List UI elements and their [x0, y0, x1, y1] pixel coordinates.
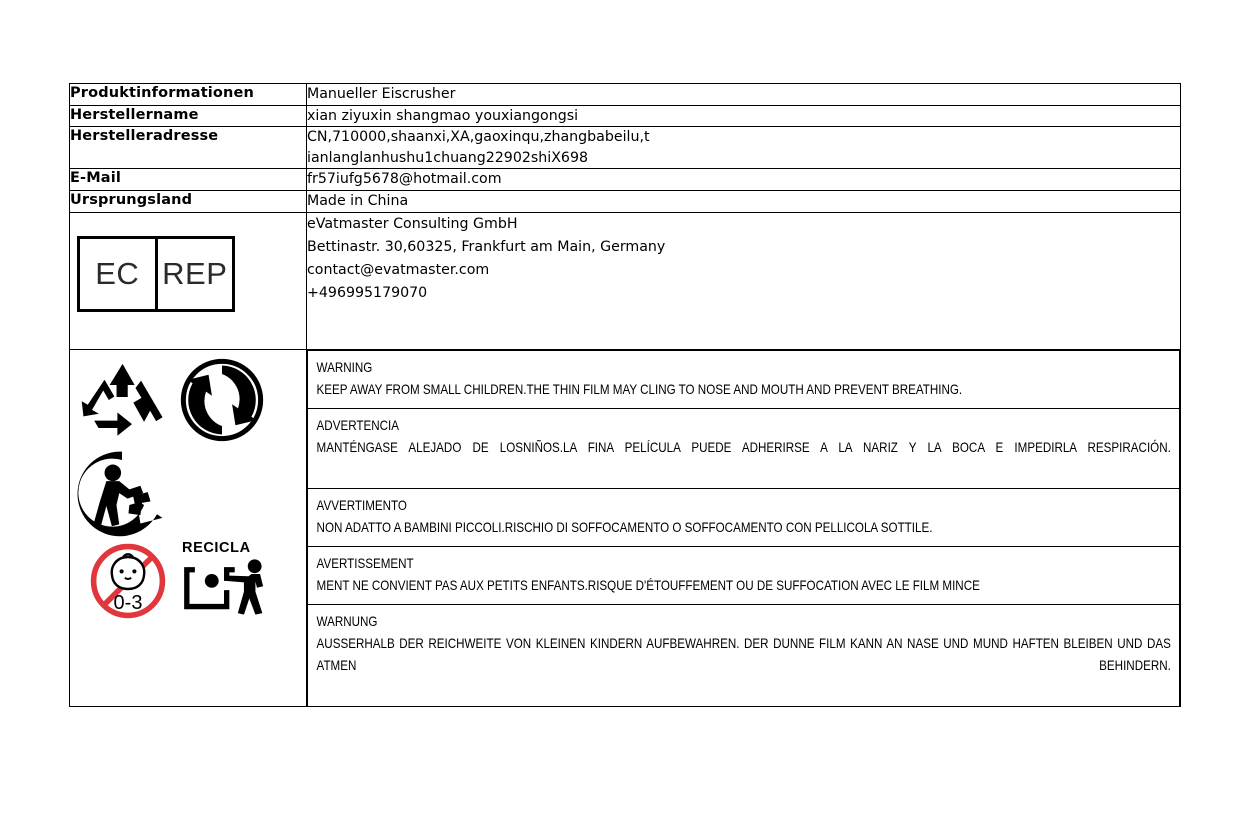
icon-group: [70, 350, 305, 648]
value-line: fr57iufg5678@hotmail.com: [307, 171, 502, 188]
table-row: [70, 84, 1181, 106]
warning-heading: WARNUNG: [316, 613, 378, 629]
row-label-herstellername: Herstellername: [70, 105, 307, 127]
row-label-ursprungsland: Ursprungsland: [70, 190, 307, 212]
product-info-table: [69, 83, 1181, 707]
recicla-label: RECICLA: [182, 539, 251, 556]
ec-rep-segment-rep: REP: [162, 255, 228, 291]
value-line: Manueller Eiscrusher: [307, 86, 456, 102]
warning-body: NON ADATTO A BAMBINI PICCOLI.RISCHIO DI SOFFOCAMENTO O SOFFOCAMENTO CON PELLICOLA SOTTILE.: [316, 519, 933, 535]
green-dot-recycling-icon: [180, 358, 264, 442]
value-line: xian ziyuxin shangmao youxiangongsi: [307, 107, 579, 124]
table-row-ec-rep: [70, 212, 1181, 349]
warning-row-de: [308, 604, 1180, 706]
row-value-herstelleradresse: [307, 127, 1181, 169]
value-line: ianlanglanhushu1chuang22902shiX698: [307, 149, 589, 166]
warning-heading: ADVERTENCIA: [316, 417, 400, 433]
warning-block-es: [308, 409, 1179, 488]
warning-body: KEEP AWAY FROM SMALL CHILDREN.THE THIN FILM MAY CLING TO NOSE AND MOUTH AND PREVENT BREATHING.: [316, 381, 963, 397]
address-line: +496995179070: [307, 284, 428, 301]
warning-block-fr: [308, 547, 1179, 604]
table-row: [70, 190, 1181, 212]
value-line: CN,710000,shaanxi,XA,gaoxinqu,zhangbabeilu,t: [307, 129, 650, 146]
row-value-ursprungsland: [307, 190, 1181, 212]
ec-rep-segment-ec: EC: [80, 239, 158, 309]
table-row: [70, 105, 1181, 127]
ec-rep-symbol-cell: [70, 212, 307, 349]
ec-rep-address-cell: [307, 212, 1181, 349]
warning-row-it: [308, 488, 1180, 546]
row-value-produktinformationen: [307, 84, 1181, 106]
warning-heading: WARNING: [316, 359, 373, 375]
table-row-warnings: [70, 349, 1181, 706]
warning-heading: AVERTISSEMENT: [316, 555, 414, 571]
table-row: [70, 169, 1181, 191]
recicla-bin-icon: [178, 540, 270, 618]
row-value-herstellername: [307, 105, 1181, 127]
warning-heading: AVVERTIMENTO: [316, 497, 407, 513]
mobius-loop-recycling-icon: [80, 362, 166, 438]
warning-block-it: [308, 489, 1179, 546]
address-line: eVatmaster Consulting GmbH: [307, 215, 518, 232]
age-restriction-0-3-icon: [88, 541, 168, 621]
row-label-herstelleradresse: Herstelleradresse: [70, 127, 307, 169]
warning-body: MANTÉNGASE ALEJADO DE LOSNIÑOS.LA FINA PELÍCULA PUEDE ADHERIRSE A LA NARIZ Y LA BOCA E IMPEDIRLA RESPIRACIÓN.: [316, 439, 1171, 455]
tidyman-dispose-icon: [76, 448, 168, 540]
warning-texts-cell: [307, 349, 1181, 706]
row-label-email: E-Mail: [70, 169, 307, 191]
warning-body: MENT NE CONVIENT PAS AUX PETITS ENFANTS.RISQUE D'ÉTOUFFEMENT OU DE SUFFOCATION AVEC LE FILM MINCE: [316, 577, 980, 593]
warning-block-en: [308, 351, 1179, 408]
address-line: Bettinastr. 30,60325, Frankfurt am Main, Germany: [307, 238, 666, 255]
warning-list: [307, 350, 1180, 706]
warning-block-de: [308, 605, 1179, 706]
row-label-produktinformationen: Produktinformationen: [70, 84, 307, 106]
table-row: [70, 127, 1181, 169]
warning-row-es: [308, 408, 1180, 488]
ec-rep-icon: [77, 236, 235, 312]
warning-row-fr: [308, 546, 1180, 604]
value-line: Made in China: [307, 192, 409, 209]
warning-icons-cell: [70, 349, 307, 706]
address-line: contact@evatmaster.com: [307, 261, 490, 278]
row-value-email: [307, 169, 1181, 191]
warning-row-en: [308, 350, 1180, 408]
age-label: 0-3: [113, 591, 143, 614]
warning-body: AUSSERHALB DER REICHWEITE VON KLEINEN KINDERN AUFBEWAHREN. DER DUNNE FILM KANN AN NASE UND MUND HAFTEN BLEIBEN UND DAS ATMEN BEHINDERN.: [316, 635, 1171, 673]
